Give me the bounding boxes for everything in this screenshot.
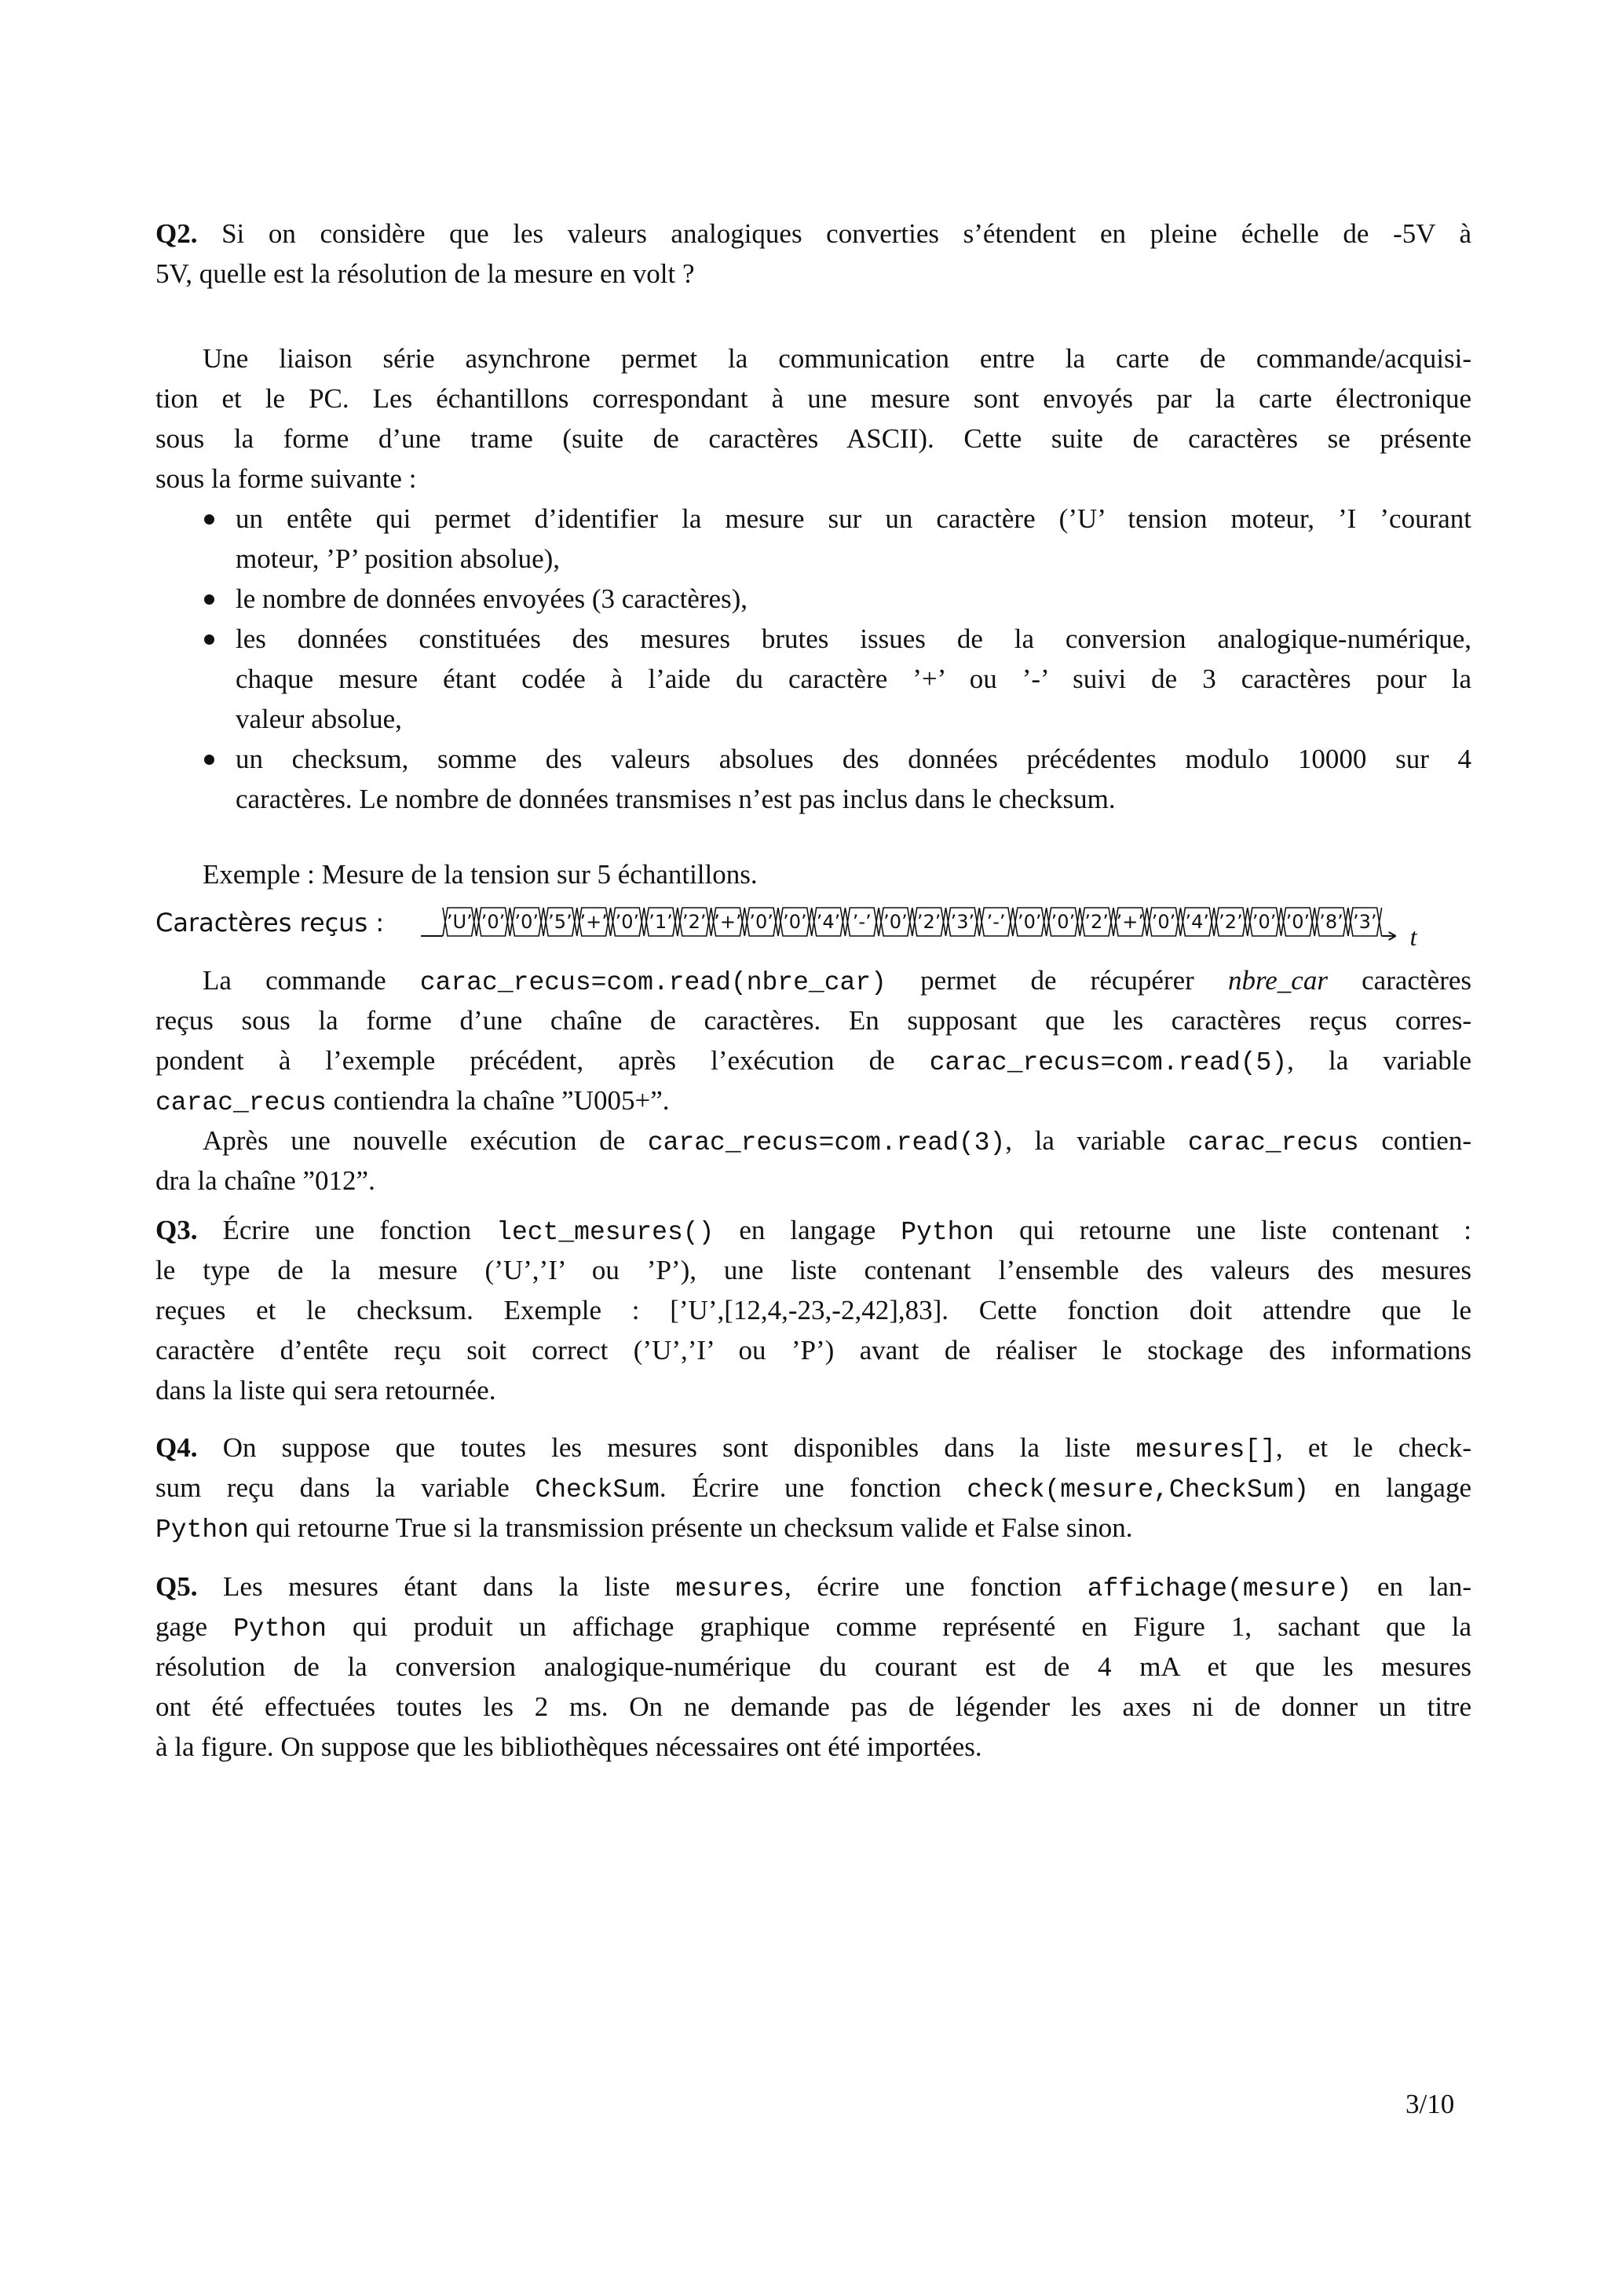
frame-character: ’0’ [1151,911,1176,933]
frame-character: ’0’ [883,911,908,933]
q4-label: Q4. [155,1432,198,1463]
command-paragraph: La commande carac_recus=com.read(nbre_car) permet de récupérer nbre_car caractères reçus sous la forme d’une chaîne de caractères. En supposant que les caractères reçus corres- pondent à l’exemple précédent, après l’exécution de carac_recus=com.read(5), la variable carac_recus contiendra la chaîne ”U005+”. Après une nouvelle exécution de carac_recus=com.read(3), la variable carac_recus contien- dra la chaîne ”012”. [155,965,1472,1196]
frame-character: ’0’ [481,911,506,933]
received-characters-diagram [155,900,1490,955]
frame-character: ’+’ [579,911,608,933]
frame-character: ’0’ [1051,911,1076,933]
bullet-icon [204,755,214,765]
q2-label: Q2. [155,218,198,249]
frame-character: ’0’ [1017,911,1042,933]
frame-character: ’1’ [649,911,673,933]
frame-character: ’2’ [1219,911,1243,933]
question-q3: Q3. Écrire une fonction lect_mesures() en langage Python qui retourne une liste contenant : le type de la mesure (’U’,’I’ ou ’P’), une liste contenant l’ensemble des valeurs des mesures reçues et le checksum. Exemple : [’U’,[12,4,-23,-2,42],83]. Cette fonction doit attendre que le caractère d’entête reçu soit correct (’U’,’I’ ou ’P’) avant de réaliser le stockage des informations dans la liste qui sera retournée. [155,1215,1472,1406]
page-number: 3/10 [1406,2089,1455,2119]
list-item: les données constituées des mesures brutes issues de la conversion analogique-numérique, chaque mesure étant codée à l’aide du caractère ’+’ ou ’-’ suivi de 3 caractères pour la valeur absolue, [201,619,1471,739]
frame-character: ’0’ [1285,911,1310,933]
frame-character: ’4’ [1185,911,1210,933]
frame-character: ’0’ [1252,911,1277,933]
question-q4: Q4. On suppose que toutes les mesures sont disponibles dans la liste mesures[], et le check- sum reçu dans la variable CheckSum. Écrire une fonction check(mesure,CheckSum) en langage Python qui retourne True si la transmission présente un checksum valide et False sinon. [155,1432,1472,1545]
intro-paragraph: Une liaison série asynchrone permet la communication entre la carte de commande/acquisi- tion et le PC. Les échantillons correspondant à une mesure sont envoyés par la carte électronique sous la forme d’une trame (suite de caractères ASCII). Cette suite de caractères se présente sous la forme suivante : [155,343,1471,494]
example-caption: Exemple : Mesure de la tension sur 5 échantillons. [203,859,758,890]
list-item: le nombre de données envoyées (3 caractères), [201,579,1471,619]
time-axis-label: t [1409,923,1417,951]
frame-character: ’2’ [1084,911,1109,933]
frame-character: ’0’ [783,911,807,933]
frame-character: ’+’ [714,911,742,933]
bullet-icon [204,634,214,645]
frame-character: ’0’ [749,911,773,933]
frame-character: ’8’ [1319,911,1343,933]
frame-character: ’2’ [916,911,941,933]
frame-character: ’2’ [682,911,707,933]
frame-character: ’0’ [514,911,539,933]
frame-character: ’-’ [852,911,872,933]
frame-character: ’5’ [548,911,572,933]
question-q2: Q2. Si on considère que les valeurs analogiques converties s’étendent en pleine échelle de -5V à 5V, quelle est la résolution de la mesure en volt ? [155,218,1471,289]
character-frame-svg [421,900,1489,955]
bullet-icon [204,514,214,525]
frame-structure-list [201,499,1471,819]
received-characters-label: Caractères reçus : [155,908,385,938]
q3-label: Q3. [155,1215,198,1245]
frame-character: ’3’ [950,911,975,933]
bullet-icon [204,594,214,605]
list-item: un checksum, somme des valeurs absolues des données précédentes modulo 10000 sur 4 caractères. Le nombre de données transmises n’est pas inclus dans le checksum. [201,739,1471,819]
frame-character: ’+’ [1116,911,1145,933]
frame-character: ’U’ [446,911,473,933]
question-q5: Q5. Les mesures étant dans la liste mesures, écrire une fonction affichage(mesure) en lan- gage Python qui produit un affichage graphique comme représenté en Figure 1, sachant que la résolution de la conversion analogique-numérique du courant est de 4 mA et que les mesures ont été effectuées toutes les 2 ms. On ne demande pas de légender les axes ni de donner un titre à la figure. On suppose que les bibliothèques nécessaires ont été importées. [155,1571,1472,1762]
frame-character: ’4’ [816,911,841,933]
frame-character: ’-’ [986,911,1006,933]
list-item: un entête qui permet d’identifier la mesure sur un caractère (’U’ tension moteur, ’I ’courant moteur, ’P’ position absolue), [201,499,1471,579]
q5-label: Q5. [155,1571,198,1602]
frame-character: ’3’ [1352,911,1377,933]
frame-character: ’0’ [615,911,640,933]
